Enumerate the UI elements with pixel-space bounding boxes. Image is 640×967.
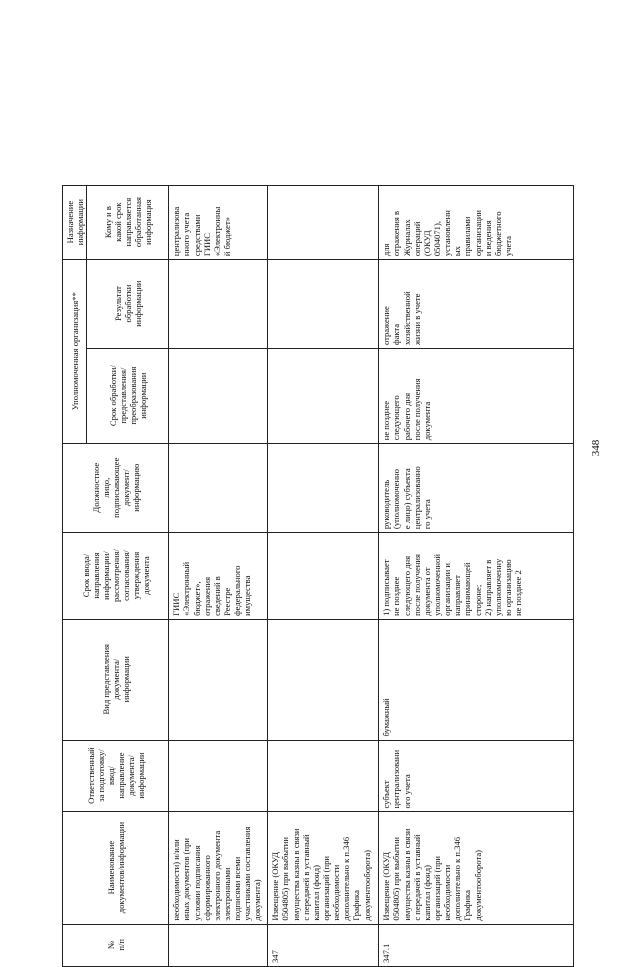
header-purpose: Назначение информации: [63, 186, 87, 260]
cell-deadline: [268, 533, 379, 620]
cell-result: [169, 260, 268, 349]
header-authorized-org: Уполномоченная организация**: [63, 260, 87, 444]
cell-processing-term: не позднее следующего рабочего дня после получения документа: [379, 349, 574, 444]
cell-num: [169, 924, 268, 966]
header-name: Наименование документов/информации: [63, 812, 169, 924]
header-num: № п/п: [63, 924, 169, 966]
cell-num: 347.1: [379, 924, 574, 966]
page-number: 348: [590, 439, 602, 457]
cell-deadline: 1) подписывает не позднее следующего дня после получения документа от уполномоченной организации и направляет принимающей стороне; 2) направляет в уполномоченну ю организацию не позднее 2: [379, 533, 574, 620]
cell-recipient: [268, 186, 379, 260]
cell-result: [268, 260, 379, 349]
cell-result: отражение факта хозяйственной жизни в учете: [379, 260, 574, 349]
cell-type: [268, 619, 379, 740]
cell-name: Извещение (ОКУД 0504805) при выбытии имущества казны в связи с передачей в уставный капитал (фонд) организаций (при необходимости дополнительно к п.346 Графика документооборота): [379, 812, 574, 924]
header-responsible: Ответственный за подготовку/ ввод/ направление документа/ информации: [63, 740, 169, 812]
cell-recipient: для отражения в Журналах операций (ОКУД 0504071), установленн ых правилами организации и ведения бюджетного учета: [379, 186, 574, 260]
header-recipient: Кому и в какой срок направляется обработанная информация: [87, 186, 169, 260]
cell-type: [169, 619, 268, 740]
cell-name: необходимости) и/или иных документов (при условии подписания сформированного электронного документа электронными подписями всеми участниками составления документа): [169, 812, 268, 924]
header-result: Результат обработки информации: [87, 260, 169, 349]
cell-official: [268, 444, 379, 533]
cell-name: Извещение (ОКУД 0504805) при выбытии имущества казны в связи с передачей в уставный капитал (фонд) организаций (при необходимости дополнительно к п.346 Графика документооборота): [268, 812, 379, 924]
cell-responsible: субъект централизовани ого учета: [379, 740, 574, 812]
cell-official: руководитель (уполномоченно е лицо) субъекта централизованно го учета: [379, 444, 574, 533]
cell-deadline: ГИИС «Электронный бюджет», отражения сведений в Реестре федерального имущества: [169, 533, 268, 620]
header-processing-term: Срок обработки/ представления/ преобразования информации: [87, 349, 169, 444]
cell-responsible: [169, 740, 268, 812]
cell-recipient: централизова нного учета средствами ГИИС «Электронны й бюджет»: [169, 186, 268, 260]
cell-num: 347: [268, 924, 379, 966]
table-row: [268, 186, 379, 967]
table-row: [169, 186, 268, 967]
document-flow-table: [62, 185, 574, 967]
header-type: Вид представления документа/ информации: [63, 619, 169, 740]
table-row: [379, 186, 574, 967]
rotated-document-table: [62, 62, 578, 967]
cell-processing-term: [169, 349, 268, 444]
cell-responsible: [268, 740, 379, 812]
header-official: Должностное лицо, подписывающее документ/ информацию: [63, 444, 169, 533]
cell-official: [169, 444, 268, 533]
table-header-row: [63, 186, 87, 967]
header-deadline: Срок ввода/ направления информации/ рассмотрения/ согласования/ утверждения документа: [63, 533, 169, 620]
cell-processing-term: [268, 349, 379, 444]
cell-type: бумажный: [379, 619, 574, 740]
